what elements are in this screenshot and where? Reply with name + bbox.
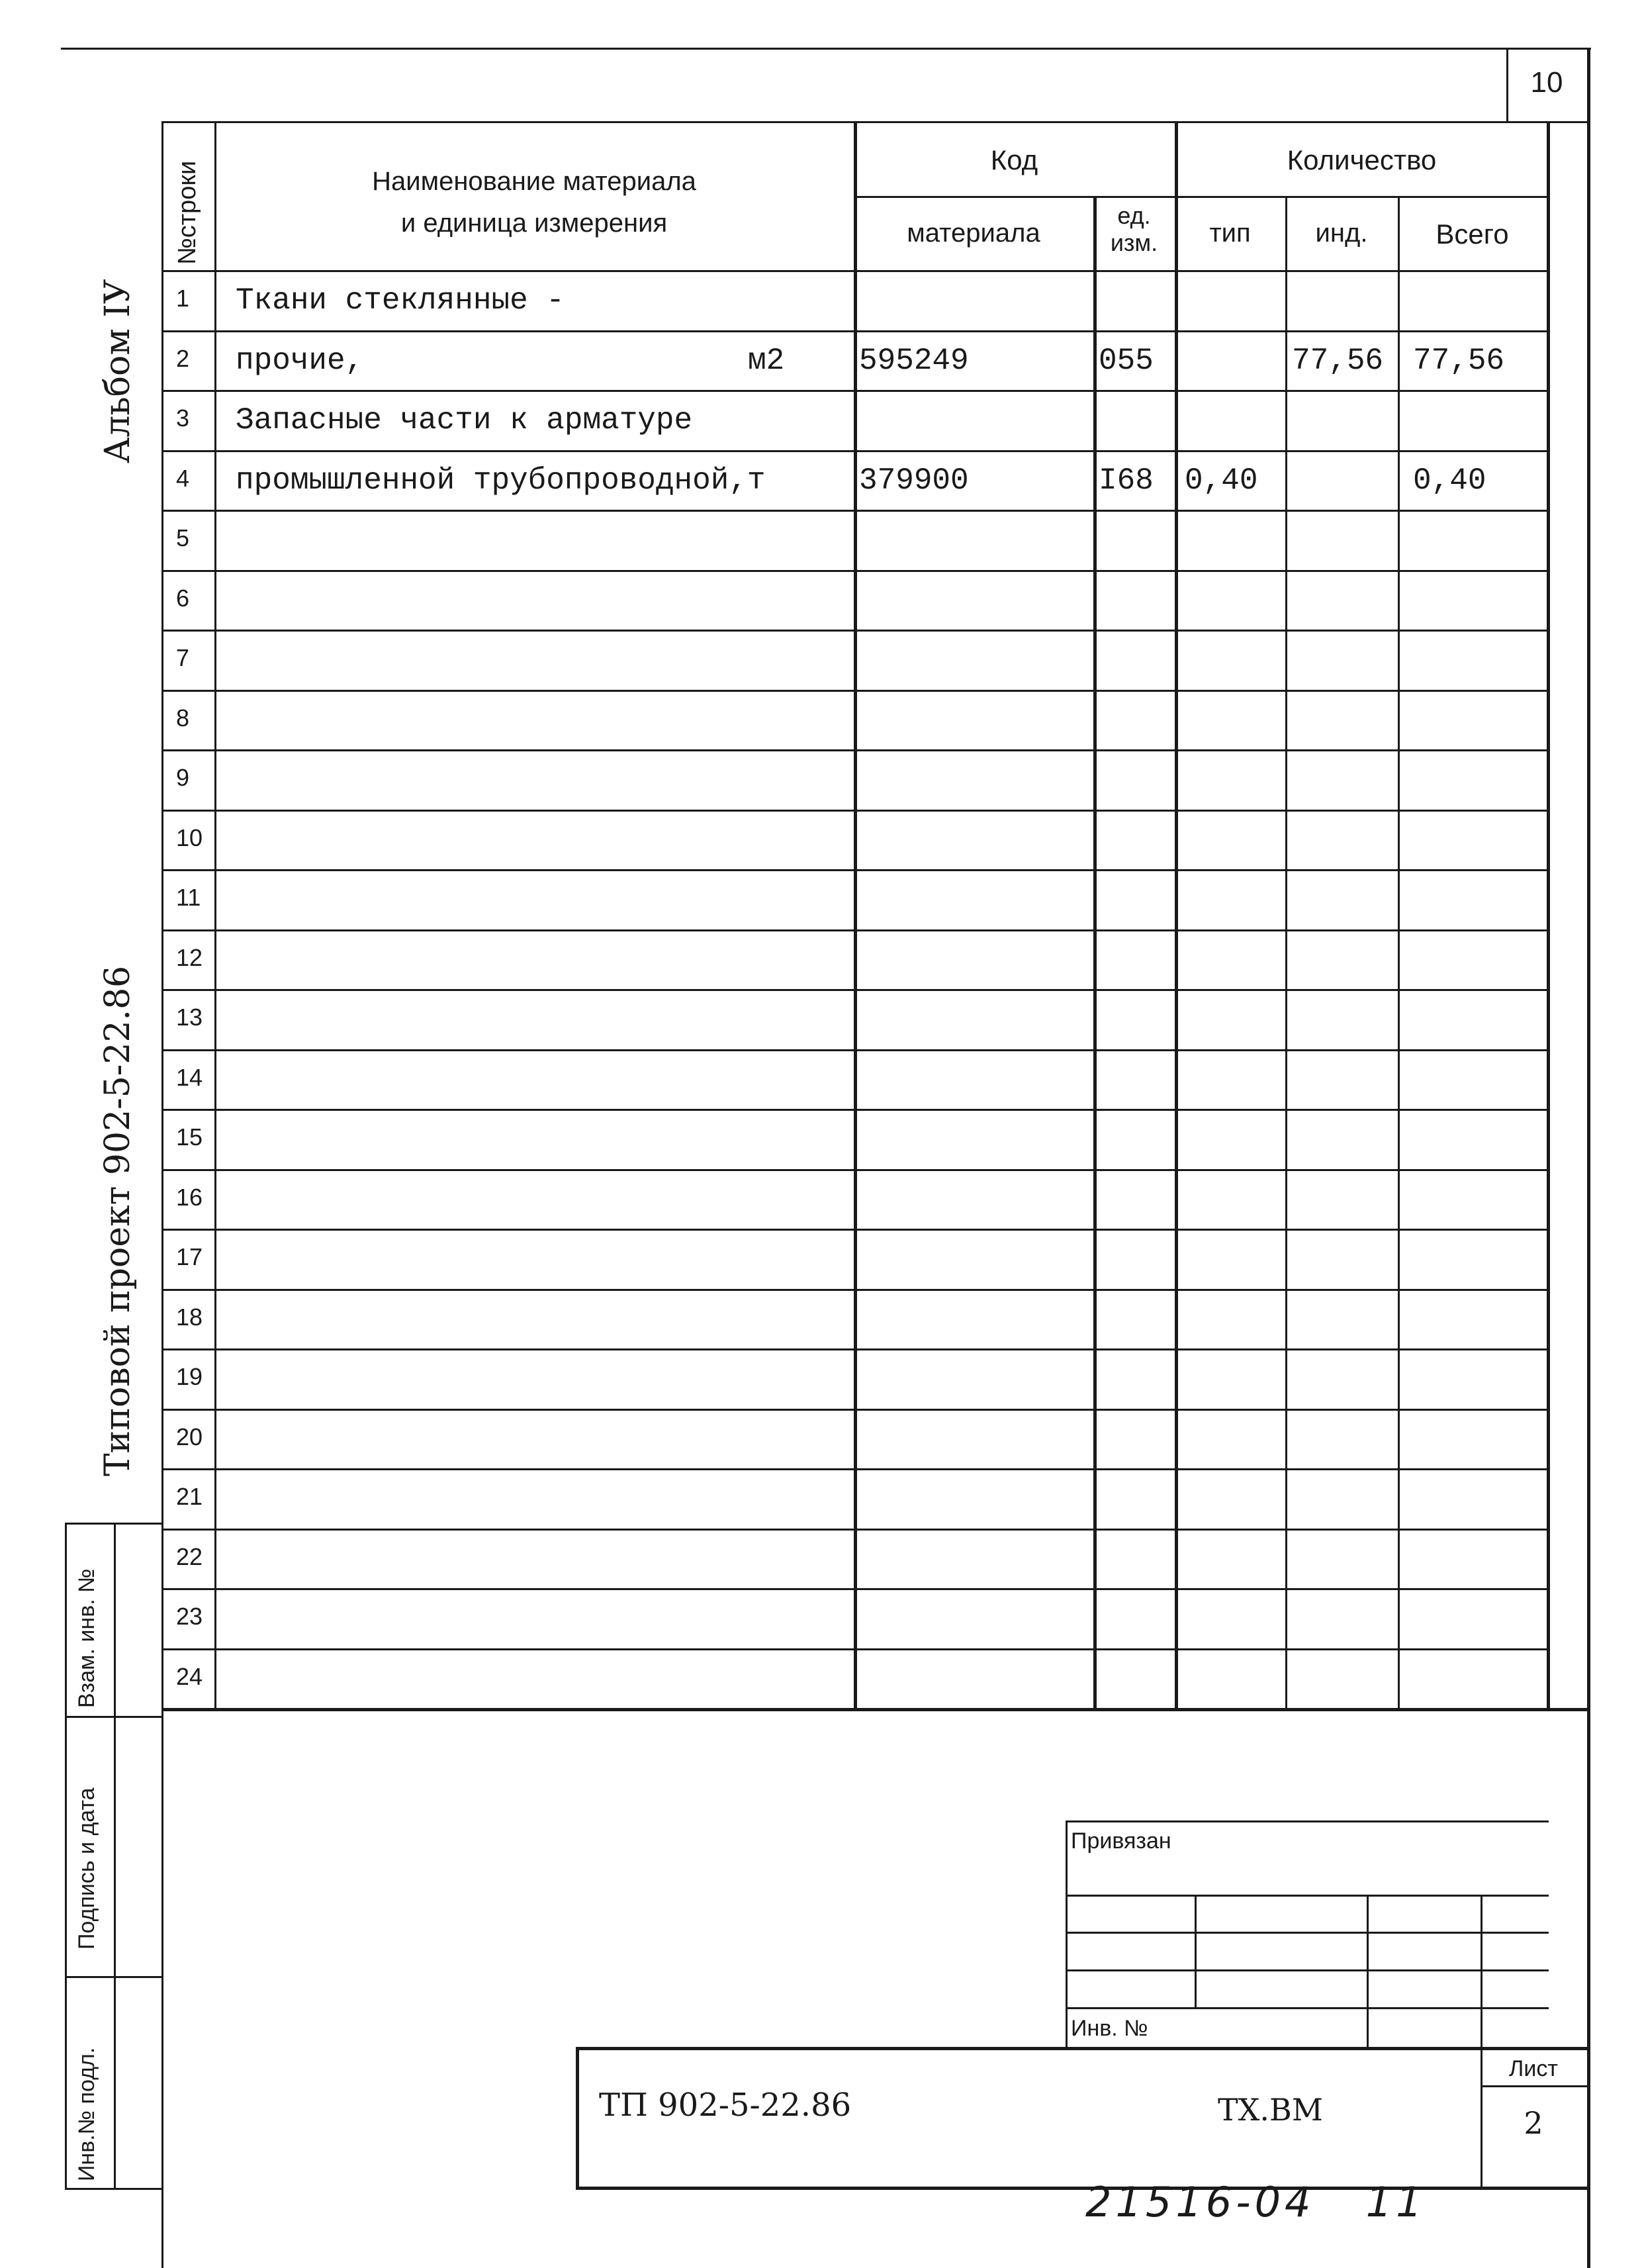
document-code-text: ТХ.ВМ xyxy=(1218,2092,1323,2128)
row-number: 16 xyxy=(176,1184,203,1211)
row-line xyxy=(161,1348,1549,1350)
row-line xyxy=(161,810,1549,812)
privyazan-label: Привязан xyxy=(1071,1828,1171,1854)
frame-right-line xyxy=(1587,48,1590,2268)
sheet-label: Лист xyxy=(1509,2056,1558,2081)
row-line xyxy=(161,450,1549,452)
title-block-sheet-line xyxy=(1481,2085,1588,2087)
material-code: 379900 xyxy=(859,463,969,498)
material-unit: м2 xyxy=(748,344,785,378)
table-bottom-line xyxy=(161,1708,1587,1711)
row-line xyxy=(161,1289,1549,1291)
row-line xyxy=(161,929,1549,931)
row-number: 13 xyxy=(176,1004,203,1031)
row-number: 18 xyxy=(176,1303,203,1331)
row-number: 1 xyxy=(176,285,190,312)
side-strip-bottom xyxy=(65,2188,163,2190)
project-label: Типовой проект 902-5-22.86 xyxy=(98,965,138,1476)
header-qty-ind: инд. xyxy=(1315,218,1368,248)
unit-code: I68 xyxy=(1099,463,1154,498)
title-block-left-line xyxy=(576,2047,579,2188)
header-code: Код xyxy=(990,144,1038,175)
row-line xyxy=(161,570,1549,572)
header-name-line2: и единица измерения xyxy=(400,209,668,238)
top-border-line xyxy=(61,48,1591,50)
header-qty-total: Всего xyxy=(1436,218,1509,250)
stamp-line-4 xyxy=(1066,2007,1549,2009)
material-name: промышленной трубопроводной,т xyxy=(236,463,766,498)
material-name: Ткани стеклянные - xyxy=(236,283,565,318)
qty-type-value: 0,40 xyxy=(1185,463,1258,498)
row-number: 12 xyxy=(176,944,203,971)
qty-ind-value: 77,56 xyxy=(1292,344,1384,378)
row-line xyxy=(161,330,1549,332)
row-number: 8 xyxy=(176,704,190,732)
inv-no-label: Инв. № xyxy=(1071,2016,1148,2041)
header-quantity: Количество xyxy=(1287,144,1437,175)
row-line xyxy=(161,1229,1549,1231)
row-line xyxy=(161,390,1549,392)
stamp-left-line xyxy=(1066,1820,1068,2047)
header-code-unit-2: изм. xyxy=(1110,229,1158,256)
row-number: 23 xyxy=(176,1603,203,1630)
handwritten-number: 21516-04 11 xyxy=(1085,2178,1426,2226)
row-number: 15 xyxy=(176,1123,203,1151)
row-number: 22 xyxy=(176,1543,203,1570)
title-block-bottom-line xyxy=(576,2187,1588,2190)
row-number: 5 xyxy=(176,524,190,551)
row-number: 9 xyxy=(176,764,190,791)
row-number: 6 xyxy=(176,585,190,612)
row-line xyxy=(161,1588,1549,1590)
row-number: 19 xyxy=(176,1363,203,1390)
row-line xyxy=(161,989,1549,991)
header-name-line1: Наименование материала xyxy=(372,167,696,196)
row-number: 2 xyxy=(176,345,190,372)
stamp-line-1 xyxy=(1066,1895,1549,1897)
stamp-line-2 xyxy=(1066,1932,1549,1934)
row-line xyxy=(161,1109,1549,1111)
row-number: 24 xyxy=(176,1663,203,1690)
qty-total-value: 77,56 xyxy=(1413,344,1505,378)
qty-total-value: 0,40 xyxy=(1413,463,1486,498)
row-number: 4 xyxy=(176,465,190,492)
col-line-unit xyxy=(1093,196,1097,1708)
designation-text: ТП 902-5-22.86 xyxy=(599,2087,852,2124)
side-strip-middle xyxy=(114,1523,116,2188)
col-line-tip xyxy=(1285,196,1287,1708)
side-strip-div-1 xyxy=(65,1716,163,1718)
header-code-unit-1: ед. xyxy=(1117,202,1151,229)
inv-podl-label: Инв.№ подл. xyxy=(74,2047,99,2181)
stamp-col-3 xyxy=(1481,1895,1482,2047)
row-number: 3 xyxy=(176,404,190,432)
row-line xyxy=(161,630,1549,632)
col-line-ind xyxy=(1398,196,1400,1708)
row-line xyxy=(161,1648,1549,1650)
header-qty-type: тип xyxy=(1209,218,1251,248)
row-line xyxy=(161,1468,1549,1470)
title-block-top-line xyxy=(576,2047,1588,2050)
podpis-data-label: Подпись и дата xyxy=(74,1787,99,1950)
header-row-number: №строки xyxy=(173,160,201,265)
stamp-top-line xyxy=(1066,1820,1549,1822)
row-line xyxy=(161,1529,1549,1531)
album-label: Альбом IУ xyxy=(98,279,138,463)
row-line xyxy=(161,1409,1549,1411)
frame-left-line xyxy=(161,121,163,2268)
row-line xyxy=(161,869,1549,871)
unit-code: 055 xyxy=(1099,344,1154,378)
row-number: 17 xyxy=(176,1243,203,1270)
header-code-material: материала xyxy=(907,218,1040,248)
material-name: Запасные части к арматуре xyxy=(236,403,693,438)
row-number: 14 xyxy=(176,1064,203,1091)
row-number: 21 xyxy=(176,1483,203,1510)
row-number: 20 xyxy=(176,1423,203,1450)
header-mid-line xyxy=(854,196,1549,198)
stamp-col-2 xyxy=(1367,1895,1369,2047)
table-top-line xyxy=(161,121,1587,123)
row-line xyxy=(161,749,1549,751)
page-number: 10 xyxy=(1530,66,1563,99)
row-number: 11 xyxy=(176,884,201,911)
side-strip-left xyxy=(65,1523,67,2188)
sheet-number: 2 xyxy=(1524,2105,1543,2141)
row-line xyxy=(161,1049,1549,1051)
row-line xyxy=(161,1169,1549,1171)
vzam-inv-label: Взам. инв. № xyxy=(74,1568,99,1708)
row-number: 7 xyxy=(176,644,190,671)
row-number: 10 xyxy=(176,824,203,851)
row-line xyxy=(161,510,1549,512)
stamp-line-3 xyxy=(1066,1969,1549,1971)
stamp-col-1 xyxy=(1195,1895,1197,2007)
row-line xyxy=(161,690,1549,692)
side-strip-div-2 xyxy=(65,1976,163,1978)
material-name: прочие, xyxy=(236,344,364,378)
material-code: 595249 xyxy=(859,344,969,378)
